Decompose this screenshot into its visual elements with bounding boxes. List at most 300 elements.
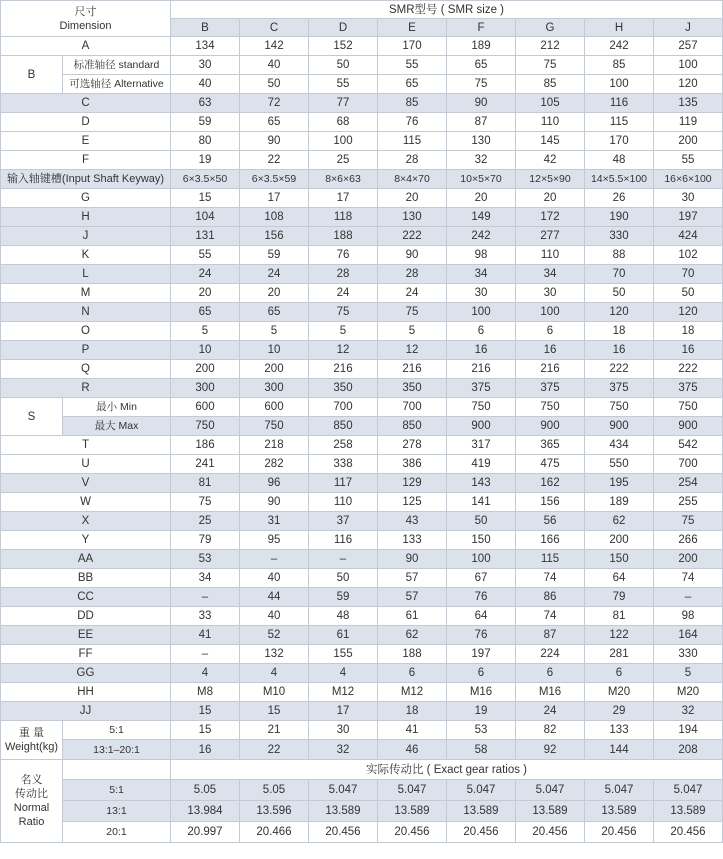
value-cell: 48 — [585, 151, 654, 170]
ratio-label-en1: Normal — [13, 802, 50, 814]
value-cell: 67 — [447, 569, 516, 588]
value-cell: 129 — [378, 474, 447, 493]
value-cell: 132 — [240, 645, 309, 664]
value-cell: 750 — [516, 398, 585, 417]
value-cell: 18 — [585, 322, 654, 341]
value-cell: 53 — [171, 550, 240, 569]
value-cell: 22 — [240, 740, 309, 760]
value-cell: 50 — [309, 569, 378, 588]
value-cell: 61 — [378, 607, 447, 626]
value-cell: 16×6×100 — [654, 170, 723, 189]
value-cell: 156 — [516, 493, 585, 512]
value-cell: 6 — [447, 322, 516, 341]
value-cell: 375 — [516, 379, 585, 398]
value-cell: 17 — [240, 189, 309, 208]
row-label-b: B — [1, 56, 63, 94]
value-cell: 750 — [171, 417, 240, 436]
table-row — [1, 379, 723, 398]
table-row — [1, 683, 723, 702]
value-cell: 74 — [516, 607, 585, 626]
value-cell: 216 — [378, 360, 447, 379]
value-cell: 90 — [240, 132, 309, 151]
row-label: DD — [1, 607, 171, 626]
sub-label: 最大 Max — [63, 417, 171, 436]
value-cell: 20.997 — [171, 822, 240, 843]
value-cell: 10×5×70 — [447, 170, 516, 189]
value-cell: 120 — [654, 303, 723, 322]
value-cell: 365 — [516, 436, 585, 455]
value-cell: 25 — [309, 151, 378, 170]
value-cell: 224 — [516, 645, 585, 664]
table-row — [1, 822, 723, 843]
value-cell: 87 — [516, 626, 585, 645]
value-cell: 57 — [378, 588, 447, 607]
weight-label-cn: 重 量 — [18, 727, 45, 739]
value-cell: 197 — [654, 208, 723, 227]
value-cell: 850 — [309, 417, 378, 436]
value-cell: 18 — [654, 322, 723, 341]
table-row — [1, 531, 723, 550]
dimension-header-en: Dimension — [59, 19, 112, 32]
table-row — [1, 341, 723, 360]
value-cell: 156 — [240, 227, 309, 246]
value-cell: 152 — [309, 37, 378, 56]
value-cell: 20.456 — [378, 822, 447, 843]
value-cell: 65 — [240, 303, 309, 322]
row-label: E — [1, 132, 171, 151]
value-cell: 20.456 — [654, 822, 723, 843]
value-cell: 5 — [378, 322, 447, 341]
size-header-cell: G — [516, 19, 585, 37]
value-cell: 90 — [447, 94, 516, 113]
value-cell: 115 — [585, 113, 654, 132]
value-cell: M12 — [378, 683, 447, 702]
value-cell: 750 — [585, 398, 654, 417]
value-cell: 350 — [378, 379, 447, 398]
value-cell: 55 — [378, 56, 447, 75]
value-cell: 80 — [171, 132, 240, 151]
value-cell: 116 — [309, 531, 378, 550]
value-cell: 44 — [240, 588, 309, 607]
value-cell: M12 — [309, 683, 378, 702]
table-row — [1, 780, 723, 801]
row-label: GG — [1, 664, 171, 683]
value-cell: 166 — [516, 531, 585, 550]
value-cell: 150 — [447, 531, 516, 550]
value-cell: M20 — [654, 683, 723, 702]
value-cell: 118 — [309, 208, 378, 227]
size-header-cell: F — [447, 19, 516, 37]
value-cell: 58 — [447, 740, 516, 760]
value-cell: 125 — [378, 493, 447, 512]
table-row — [1, 1, 723, 19]
value-cell: 195 — [585, 474, 654, 493]
value-cell: 30 — [309, 721, 378, 740]
value-cell: 108 — [240, 208, 309, 227]
value-cell: 50 — [309, 56, 378, 75]
row-label: H — [1, 208, 171, 227]
value-cell: 81 — [171, 474, 240, 493]
value-cell: 750 — [240, 417, 309, 436]
value-cell: 133 — [585, 721, 654, 740]
value-cell: 62 — [378, 626, 447, 645]
row-label: AA — [1, 550, 171, 569]
row-label: J — [1, 227, 171, 246]
row-label: G — [1, 189, 171, 208]
value-cell: 20 — [378, 189, 447, 208]
value-cell: – — [240, 550, 309, 569]
row-label: V — [1, 474, 171, 493]
value-cell: 77 — [309, 94, 378, 113]
value-cell: 13.589 — [654, 801, 723, 822]
value-cell: 475 — [516, 455, 585, 474]
value-cell: 100 — [309, 132, 378, 151]
value-cell: 6 — [378, 664, 447, 683]
value-cell: 26 — [585, 189, 654, 208]
value-cell: 65 — [447, 56, 516, 75]
table-row — [1, 113, 723, 132]
value-cell: 130 — [447, 132, 516, 151]
value-cell: 12 — [378, 341, 447, 360]
value-cell: 17 — [309, 702, 378, 721]
dimension-header — [1, 1, 171, 37]
value-cell: 155 — [309, 645, 378, 664]
value-cell: 10 — [240, 341, 309, 360]
value-cell: 75 — [654, 512, 723, 531]
value-cell: 133 — [378, 531, 447, 550]
value-cell: 28 — [378, 265, 447, 284]
value-cell: 100 — [516, 303, 585, 322]
ratio-label-cn1: 名义 — [20, 774, 43, 786]
value-cell: 419 — [447, 455, 516, 474]
value-cell: 76 — [447, 588, 516, 607]
value-cell: 13.984 — [171, 801, 240, 822]
value-cell: 17 — [309, 189, 378, 208]
value-cell: 75 — [516, 56, 585, 75]
value-cell: 15 — [171, 721, 240, 740]
value-cell: 14×5.5×100 — [585, 170, 654, 189]
table-row — [1, 246, 723, 265]
value-cell: 90 — [378, 246, 447, 265]
value-cell: 52 — [240, 626, 309, 645]
value-cell: 90 — [240, 493, 309, 512]
table-row — [1, 132, 723, 151]
value-cell: 900 — [585, 417, 654, 436]
value-cell: 65 — [240, 113, 309, 132]
value-cell: 104 — [171, 208, 240, 227]
value-cell: 120 — [654, 75, 723, 94]
value-cell: 5 — [309, 322, 378, 341]
value-cell: 149 — [447, 208, 516, 227]
value-cell: 50 — [654, 284, 723, 303]
value-cell: 5 — [654, 664, 723, 683]
value-cell: 20.456 — [516, 822, 585, 843]
empty-cell — [63, 760, 171, 780]
table-row — [1, 436, 723, 455]
table-row — [1, 322, 723, 341]
sub-label: 标准轴径 standard — [63, 56, 171, 75]
value-cell: 5.047 — [516, 780, 585, 801]
row-label: W — [1, 493, 171, 512]
value-cell: 21 — [240, 721, 309, 740]
value-cell: 29 — [585, 702, 654, 721]
value-cell: 300 — [171, 379, 240, 398]
value-cell: 208 — [654, 740, 723, 760]
value-cell: 5 — [240, 322, 309, 341]
value-cell: 19 — [171, 151, 240, 170]
value-cell: 102 — [654, 246, 723, 265]
value-cell: 30 — [516, 284, 585, 303]
value-cell: 42 — [516, 151, 585, 170]
row-label: Y — [1, 531, 171, 550]
table-row — [1, 645, 723, 664]
size-header-cell: B — [171, 19, 240, 37]
row-label: Q — [1, 360, 171, 379]
value-cell: 105 — [516, 94, 585, 113]
table-row — [1, 801, 723, 822]
value-cell: 135 — [654, 94, 723, 113]
value-cell: 13.589 — [309, 801, 378, 822]
value-cell: 216 — [516, 360, 585, 379]
value-cell: 242 — [585, 37, 654, 56]
value-cell: 34 — [447, 265, 516, 284]
value-cell: 375 — [585, 379, 654, 398]
value-cell: 144 — [585, 740, 654, 760]
value-cell: 5 — [171, 322, 240, 341]
table-row — [1, 702, 723, 721]
row-label: EE — [1, 626, 171, 645]
value-cell: – — [171, 645, 240, 664]
value-cell: 189 — [585, 493, 654, 512]
table-row — [1, 588, 723, 607]
value-cell: 32 — [654, 702, 723, 721]
value-cell: 20.466 — [240, 822, 309, 843]
row-label: X — [1, 512, 171, 531]
value-cell: 900 — [654, 417, 723, 436]
value-cell: 197 — [447, 645, 516, 664]
value-cell: 150 — [585, 550, 654, 569]
value-cell: 41 — [378, 721, 447, 740]
table-row — [1, 664, 723, 683]
value-cell: 141 — [447, 493, 516, 512]
value-cell: 41 — [171, 626, 240, 645]
row-label: C — [1, 94, 171, 113]
value-cell: 850 — [378, 417, 447, 436]
table-row — [1, 208, 723, 227]
value-cell: 5.05 — [171, 780, 240, 801]
value-cell: 75 — [378, 303, 447, 322]
value-cell: 53 — [447, 721, 516, 740]
value-cell: 700 — [654, 455, 723, 474]
table-row — [1, 607, 723, 626]
value-cell: 278 — [378, 436, 447, 455]
value-cell: 700 — [309, 398, 378, 417]
value-cell: 8×4×70 — [378, 170, 447, 189]
value-cell: 222 — [585, 360, 654, 379]
value-cell: 24 — [171, 265, 240, 284]
table-row — [1, 417, 723, 436]
table-row — [1, 455, 723, 474]
value-cell: 46 — [378, 740, 447, 760]
value-cell: 40 — [240, 56, 309, 75]
value-cell: 12 — [309, 341, 378, 360]
value-cell: 162 — [516, 474, 585, 493]
value-cell: 64 — [585, 569, 654, 588]
table-row — [1, 151, 723, 170]
value-cell: 122 — [585, 626, 654, 645]
value-cell: 200 — [240, 360, 309, 379]
value-cell: 386 — [378, 455, 447, 474]
value-cell: 266 — [654, 531, 723, 550]
value-cell: 76 — [378, 113, 447, 132]
value-cell: 242 — [447, 227, 516, 246]
value-cell: 79 — [171, 531, 240, 550]
value-cell: 74 — [654, 569, 723, 588]
value-cell: 70 — [585, 265, 654, 284]
value-cell: 87 — [447, 113, 516, 132]
value-cell: 100 — [447, 303, 516, 322]
value-cell: 15 — [171, 189, 240, 208]
row-label: HH — [1, 683, 171, 702]
value-cell: 190 — [585, 208, 654, 227]
row-label: L — [1, 265, 171, 284]
value-cell: 20 — [447, 189, 516, 208]
value-cell: 86 — [516, 588, 585, 607]
value-cell: M16 — [447, 683, 516, 702]
value-cell: 24 — [309, 284, 378, 303]
value-cell: 13.589 — [585, 801, 654, 822]
value-cell: 6×3.5×50 — [171, 170, 240, 189]
value-cell: 900 — [447, 417, 516, 436]
value-cell: 34 — [516, 265, 585, 284]
value-cell: 59 — [240, 246, 309, 265]
value-cell: 131 — [171, 227, 240, 246]
value-cell: 85 — [516, 75, 585, 94]
value-cell: 110 — [309, 493, 378, 512]
value-cell: 750 — [654, 398, 723, 417]
sub-label: 最小 Min — [63, 398, 171, 417]
value-cell: 216 — [447, 360, 516, 379]
value-cell: 34 — [171, 569, 240, 588]
value-cell: 55 — [309, 75, 378, 94]
row-label: D — [1, 113, 171, 132]
value-cell: 62 — [585, 512, 654, 531]
value-cell: 92 — [516, 740, 585, 760]
value-cell: 68 — [309, 113, 378, 132]
value-cell: 15 — [240, 702, 309, 721]
value-cell: 200 — [654, 550, 723, 569]
value-cell: 55 — [654, 151, 723, 170]
value-cell: 13.589 — [516, 801, 585, 822]
table-row — [1, 170, 723, 189]
value-cell: 257 — [654, 37, 723, 56]
value-cell: 222 — [378, 227, 447, 246]
row-label: U — [1, 455, 171, 474]
value-cell: 33 — [171, 607, 240, 626]
value-cell: 56 — [516, 512, 585, 531]
value-cell: 170 — [585, 132, 654, 151]
value-cell: 59 — [309, 588, 378, 607]
value-cell: 81 — [585, 607, 654, 626]
table-row — [1, 56, 723, 75]
value-cell: 76 — [309, 246, 378, 265]
value-cell: 186 — [171, 436, 240, 455]
table-row — [1, 569, 723, 588]
value-cell: 55 — [171, 246, 240, 265]
value-cell: 19 — [447, 702, 516, 721]
row-label: A — [1, 37, 171, 56]
size-header-cell: E — [378, 19, 447, 37]
value-cell: 50 — [447, 512, 516, 531]
size-header-cell: J — [654, 19, 723, 37]
value-cell: 75 — [309, 303, 378, 322]
value-cell: 20.456 — [585, 822, 654, 843]
row-label: 输入轴键槽(Input Shaft Keyway) — [1, 170, 171, 189]
size-header-cell: H — [585, 19, 654, 37]
row-label-weight — [1, 721, 63, 760]
value-cell: 300 — [240, 379, 309, 398]
value-cell: 330 — [585, 227, 654, 246]
value-cell: 16 — [654, 341, 723, 360]
value-cell: 338 — [309, 455, 378, 474]
value-cell: 134 — [171, 37, 240, 56]
value-cell: 98 — [447, 246, 516, 265]
value-cell: 5.05 — [240, 780, 309, 801]
row-label: N — [1, 303, 171, 322]
row-label: T — [1, 436, 171, 455]
value-cell: 40 — [171, 75, 240, 94]
value-cell: 900 — [516, 417, 585, 436]
value-cell: 30 — [654, 189, 723, 208]
sub-label: 13:1 — [63, 801, 171, 822]
value-cell: 20.456 — [447, 822, 516, 843]
value-cell: 282 — [240, 455, 309, 474]
value-cell: 12×5×90 — [516, 170, 585, 189]
value-cell: 212 — [516, 37, 585, 56]
value-cell: 10 — [171, 341, 240, 360]
table-row — [1, 740, 723, 760]
sub-label: 可选轴径 Alternative — [63, 75, 171, 94]
value-cell: 100 — [585, 75, 654, 94]
value-cell: 434 — [585, 436, 654, 455]
value-cell: 375 — [447, 379, 516, 398]
row-label: F — [1, 151, 171, 170]
value-cell: 330 — [654, 645, 723, 664]
table-row — [1, 227, 723, 246]
sub-label: 20:1 — [63, 822, 171, 843]
value-cell: 13.589 — [378, 801, 447, 822]
value-cell: 5.047 — [309, 780, 378, 801]
row-label: O — [1, 322, 171, 341]
value-cell: 281 — [585, 645, 654, 664]
value-cell: 5.047 — [654, 780, 723, 801]
row-label: CC — [1, 588, 171, 607]
row-label: R — [1, 379, 171, 398]
value-cell: 241 — [171, 455, 240, 474]
value-cell: 22 — [240, 151, 309, 170]
value-cell: – — [171, 588, 240, 607]
row-label-ratio — [1, 760, 63, 843]
value-cell: 24 — [240, 265, 309, 284]
value-cell: 130 — [378, 208, 447, 227]
value-cell: 116 — [585, 94, 654, 113]
value-cell: 15 — [171, 702, 240, 721]
value-cell: 254 — [654, 474, 723, 493]
value-cell: 28 — [378, 151, 447, 170]
value-cell: 43 — [378, 512, 447, 531]
value-cell: 6×3.5×59 — [240, 170, 309, 189]
value-cell: 8×6×63 — [309, 170, 378, 189]
